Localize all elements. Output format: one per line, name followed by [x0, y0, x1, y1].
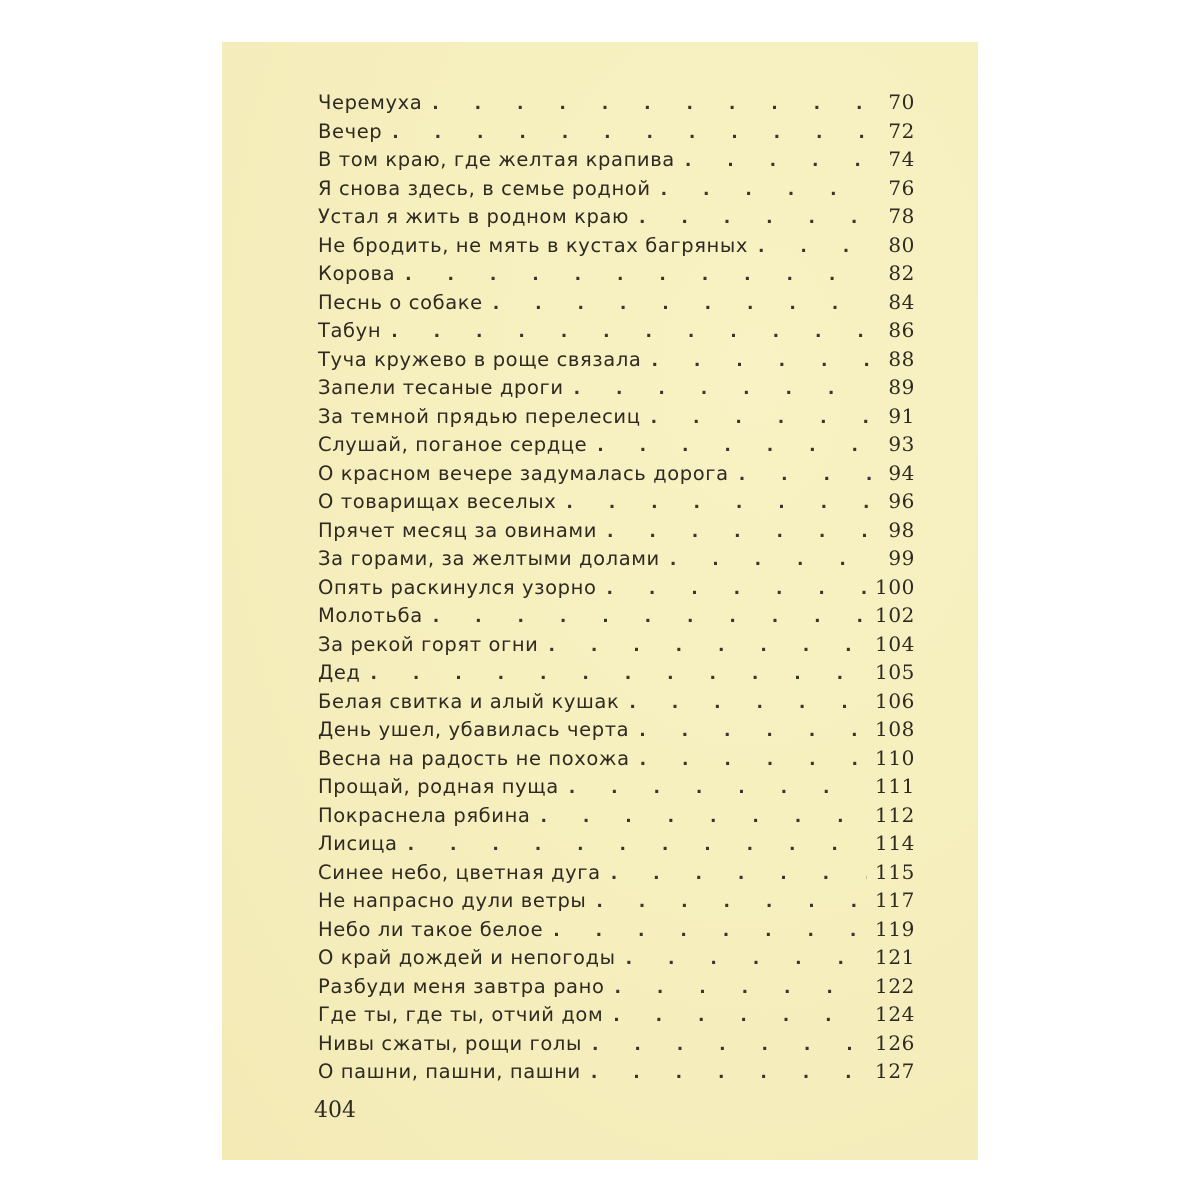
toc-entry-title: Разбуди меня завтра рано	[318, 974, 605, 998]
dot-leader	[553, 921, 867, 941]
toc-entry-page-number: 96	[888, 489, 915, 513]
dot-leader	[592, 1035, 867, 1055]
toc-entry-page-number: 119	[875, 916, 915, 941]
toc-entry-title: О красном вечере задумалась дорога	[318, 461, 729, 485]
toc-entry	[318, 945, 915, 974]
toc-entry-page-number: 121	[875, 945, 915, 969]
toc-entry-title: Опять раскинулся узорно	[318, 575, 597, 599]
dot-leader	[629, 693, 867, 713]
toc-entry	[318, 318, 915, 347]
toc-entry	[318, 917, 915, 946]
toc-entry	[318, 746, 915, 775]
toc-entry-page-number: 70	[888, 90, 915, 114]
toc-entry-title: Молотьба	[318, 604, 423, 627]
dot-leader	[371, 664, 868, 684]
toc-entry	[318, 119, 915, 148]
toc-entry	[318, 204, 915, 233]
dot-leader	[639, 721, 867, 741]
toc-entry-page-number: 105	[875, 660, 915, 684]
toc-entry-page-number: 108	[875, 717, 915, 741]
toc-entry-title: За темной прядью перелесиц	[318, 404, 641, 428]
toc-entry	[318, 461, 915, 490]
toc-entry	[318, 176, 915, 205]
toc-entry-page-number: 94	[888, 460, 915, 485]
toc-entry-page-number: 86	[888, 318, 915, 342]
dot-leader	[758, 237, 871, 257]
dot-leader	[685, 151, 871, 171]
dot-leader	[639, 208, 871, 228]
toc-entry	[318, 974, 915, 1003]
toc-entry	[318, 603, 915, 632]
toc-entry-page-number: 74	[888, 147, 915, 171]
toc-entry-title: Туча кружево в роще связала	[318, 347, 642, 371]
dot-leader	[566, 493, 871, 513]
toc-entry	[318, 774, 915, 803]
toc-entry-title: Табун	[318, 319, 382, 342]
dot-leader	[739, 465, 871, 485]
toc-entry-title: Где ты, где ты, отчий дом	[318, 1003, 604, 1026]
toc-entry-page-number: 72	[888, 118, 915, 143]
toc-entry	[318, 90, 915, 119]
dot-leader	[433, 607, 867, 627]
dot-leader	[670, 550, 871, 570]
toc-entry-page-number: 112	[875, 802, 915, 827]
toc-entry-title: В том краю, где желтая крапива	[318, 148, 675, 171]
toc-entry-title: О пашни, пашни, пашни	[318, 1060, 581, 1083]
toc-entry-title: Вечер	[318, 119, 383, 143]
toc-entry-title: Прячет месяц за овинами	[318, 518, 597, 542]
toc-entry-page-number: 104	[875, 631, 915, 656]
dot-leader	[391, 322, 871, 342]
toc-entry-page-number: 117	[875, 888, 915, 912]
dot-leader	[408, 835, 867, 855]
toc-entry-page-number: 80	[888, 232, 915, 257]
dot-leader	[613, 1006, 867, 1026]
toc-entry-page-number: 89	[888, 375, 915, 399]
dot-leader	[615, 978, 868, 998]
toc-entry-title: Синее небо, цветная дуга	[318, 860, 601, 884]
dot-leader	[405, 265, 871, 285]
toc-entry-title: Не напрасно дули ветры	[318, 889, 587, 912]
toc-entry	[318, 831, 915, 860]
toc-entry	[318, 632, 915, 661]
toc-entry-page-number: 93	[888, 432, 915, 456]
toc-entry-title: Песнь о собаке	[318, 290, 483, 314]
table-of-contents	[318, 90, 915, 1088]
dot-leader	[392, 123, 871, 143]
toc-entry-page-number: 84	[888, 289, 915, 314]
toc-entry	[318, 290, 915, 319]
toc-entry-title: О край дождей и непогоды	[318, 946, 616, 969]
toc-entry	[318, 432, 915, 461]
toc-entry-title: Весна на радость не похожа	[318, 746, 630, 770]
toc-entry-title: Устал я жить в родном краю	[318, 205, 629, 228]
toc-entry-page-number: 127	[875, 1059, 915, 1083]
dot-leader	[651, 408, 871, 428]
toc-entry-title: Нивы сжаты, рощи голы	[318, 1031, 582, 1055]
dot-leader	[432, 94, 871, 114]
dot-leader	[493, 294, 871, 314]
toc-entry-page-number: 115	[875, 859, 915, 884]
toc-entry-page-number: 99	[888, 546, 915, 570]
toc-entry	[318, 518, 915, 547]
toc-entry-title: О товарищах веселых	[318, 490, 557, 513]
toc-entry-title: Я снова здесь, в семье родной	[318, 176, 651, 200]
toc-entry	[318, 717, 915, 746]
toc-entry-title: За горами, за желтыми долами	[318, 547, 660, 570]
toc-entry-page-number: 82	[888, 261, 915, 285]
toc-entry	[318, 489, 915, 518]
toc-entry-page-number: 114	[875, 831, 915, 855]
toc-entry	[318, 1031, 915, 1060]
dot-leader	[611, 864, 867, 884]
toc-entry-title: Запели тесаные дроги	[318, 376, 564, 399]
toc-entry-title: Корова	[318, 262, 396, 285]
toc-entry-page-number: 98	[888, 517, 915, 542]
toc-entry	[318, 347, 915, 376]
toc-entry-page-number: 102	[875, 603, 915, 627]
toc-entry	[318, 575, 915, 604]
toc-entry-page-number: 91	[888, 403, 915, 428]
dot-leader	[596, 892, 867, 912]
toc-entry	[318, 261, 915, 290]
toc-entry-page-number: 122	[875, 973, 915, 998]
toc-entry-title: Покраснела рябина	[318, 803, 531, 827]
dot-leader	[661, 180, 871, 200]
toc-entry-page-number: 126	[875, 1030, 915, 1055]
toc-entry-page-number: 88	[888, 346, 915, 371]
toc-entry	[318, 1002, 915, 1031]
toc-entry	[318, 860, 915, 889]
toc-entry	[318, 689, 915, 718]
toc-entry-page-number: 78	[888, 204, 915, 228]
toc-entry-page-number: 110	[875, 745, 915, 770]
toc-entry-title: Белая свитка и алый кушак	[318, 689, 620, 713]
toc-entry	[318, 660, 915, 689]
dot-leader	[540, 807, 867, 827]
toc-entry-title: Черемуха	[318, 91, 423, 114]
toc-entry-page-number: 111	[875, 774, 915, 798]
toc-entry	[318, 404, 915, 433]
toc-entry	[318, 1059, 915, 1088]
dot-leader	[607, 522, 871, 542]
toc-entry-page-number: 76	[888, 175, 915, 200]
toc-entry	[318, 375, 915, 404]
toc-entry-title: Слушай, поганое сердце	[318, 433, 588, 456]
dot-leader	[591, 1063, 867, 1083]
toc-entry-page-number: 124	[875, 1002, 915, 1026]
dot-leader	[574, 379, 871, 399]
toc-entry	[318, 233, 915, 262]
toc-entry	[318, 803, 915, 832]
toc-entry-title: Небо ли такое белое	[318, 917, 544, 941]
dot-leader	[597, 436, 871, 456]
toc-entry-title: Лисица	[318, 832, 398, 855]
page-number: 404	[314, 1098, 356, 1123]
toc-entry-title: Дед	[318, 661, 361, 684]
toc-entry-page-number: 106	[875, 688, 915, 713]
dot-leader	[651, 351, 871, 371]
toc-entry	[318, 546, 915, 575]
toc-entry-title: Не бродить, не мять в кустах багряных	[318, 233, 749, 257]
toc-entry	[318, 888, 915, 917]
dot-leader	[569, 778, 867, 798]
dot-leader	[548, 636, 867, 656]
toc-entry	[318, 147, 915, 176]
dot-leader	[640, 750, 867, 770]
toc-entry-title: За рекой горят огни	[318, 632, 539, 656]
toc-entry-title: Прощай, родная пуща	[318, 775, 559, 798]
toc-entry-page-number: 100	[875, 574, 915, 599]
dot-leader	[626, 949, 867, 969]
dot-leader	[606, 579, 867, 599]
book-page	[222, 42, 978, 1160]
toc-entry-title: День ушел, убавилась черта	[318, 718, 630, 741]
